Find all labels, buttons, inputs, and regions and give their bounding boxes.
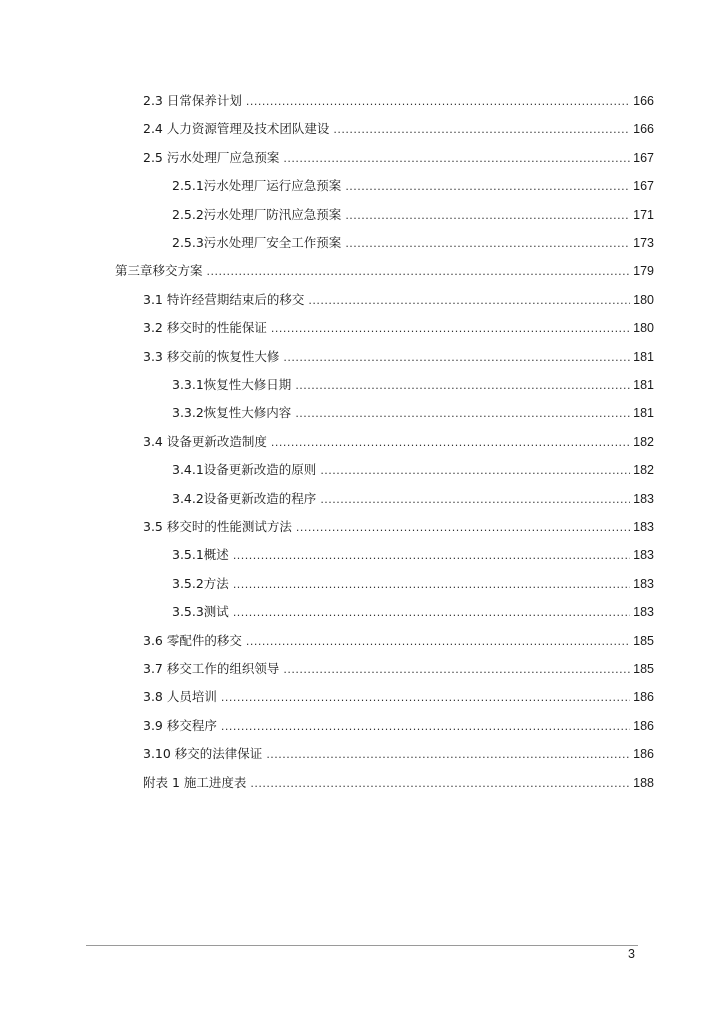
toc-entry-title: 3.4 设备更新改造制度 bbox=[143, 434, 267, 449]
toc-entry-page: 188 bbox=[633, 776, 654, 790]
toc-entry-title: 3.8 人员培训 bbox=[143, 689, 217, 704]
toc-entry-page: 186 bbox=[633, 690, 654, 704]
toc-entry bbox=[143, 519, 654, 536]
toc-entry-page: 179 bbox=[633, 264, 654, 278]
toc-entry bbox=[143, 661, 654, 678]
toc-entry-title: 3.4.2设备更新改造的程序 bbox=[172, 491, 317, 506]
toc-dot-leader bbox=[283, 151, 630, 167]
toc-entry-page: 185 bbox=[633, 634, 654, 648]
toc-dot-leader bbox=[308, 293, 630, 309]
toc-entry bbox=[143, 434, 654, 451]
footer-divider bbox=[86, 945, 638, 946]
toc-dot-leader bbox=[295, 406, 630, 422]
toc-entry bbox=[143, 633, 654, 650]
toc-entry-page: 183 bbox=[633, 548, 654, 562]
toc-entry bbox=[143, 718, 654, 735]
toc-entry bbox=[143, 689, 654, 706]
toc-entry bbox=[172, 491, 654, 508]
toc-entry-page: 186 bbox=[633, 747, 654, 761]
toc-entry-title: 附表 1 施工进度表 bbox=[143, 775, 247, 790]
toc-dot-leader bbox=[221, 719, 630, 735]
toc-entry bbox=[172, 377, 654, 394]
toc-entry-page: 182 bbox=[633, 435, 654, 449]
toc-entry bbox=[115, 263, 654, 280]
toc-entry-title: 3.3 移交前的恢复性大修 bbox=[143, 349, 280, 364]
toc-entry-page: 185 bbox=[633, 662, 654, 676]
toc-entry-page: 183 bbox=[633, 492, 654, 506]
toc-entry-title: 3.6 零配件的移交 bbox=[143, 633, 242, 648]
toc-entry-title: 2.5.2污水处理厂防汛应急预案 bbox=[172, 207, 342, 222]
toc-entry-title: 2.5 污水处理厂应急预案 bbox=[143, 150, 280, 165]
toc-dot-leader bbox=[207, 264, 631, 280]
toc-entry-title: 2.5.1污水处理厂运行应急预案 bbox=[172, 178, 342, 193]
toc-entry-title: 3.10 移交的法律保证 bbox=[143, 746, 263, 761]
toc-dot-leader bbox=[296, 520, 630, 536]
toc-dot-leader bbox=[233, 605, 630, 621]
toc-entry bbox=[143, 775, 654, 792]
toc-dot-leader bbox=[233, 577, 630, 593]
toc-entry bbox=[172, 547, 654, 564]
toc-entry bbox=[143, 121, 654, 138]
toc-entry-page: 181 bbox=[633, 406, 654, 420]
toc-entry-title: 3.5.2方法 bbox=[172, 576, 229, 591]
toc-entry-page: 166 bbox=[633, 122, 654, 136]
toc-entry bbox=[143, 320, 654, 337]
toc-dot-leader bbox=[221, 690, 630, 706]
toc-entry-title: 3.9 移交程序 bbox=[143, 718, 217, 733]
toc-entry bbox=[172, 178, 654, 195]
toc-entry-page: 180 bbox=[633, 293, 654, 307]
toc-entry-title: 3.7 移交工作的组织领导 bbox=[143, 661, 280, 676]
toc-dot-leader bbox=[246, 94, 630, 110]
page-number: 3 bbox=[628, 947, 635, 961]
toc-dot-leader bbox=[233, 548, 630, 564]
toc-dot-leader bbox=[266, 747, 630, 763]
toc-dot-leader bbox=[345, 208, 630, 224]
toc-entry-page: 171 bbox=[633, 208, 654, 222]
toc-entry-title: 3.4.1设备更新改造的原则 bbox=[172, 462, 317, 477]
toc-entry-page: 183 bbox=[633, 605, 654, 619]
toc-entry bbox=[172, 604, 654, 621]
toc-entry-title: 2.4 人力资源管理及技术团队建设 bbox=[143, 121, 330, 136]
toc-entry-title: 3.5.3测试 bbox=[172, 604, 229, 619]
toc-dot-leader bbox=[345, 179, 630, 195]
toc-dot-leader bbox=[283, 662, 630, 678]
toc-dot-leader bbox=[271, 435, 630, 451]
toc-entry-page: 183 bbox=[633, 520, 654, 534]
toc-entry-page: 181 bbox=[633, 350, 654, 364]
toc-dot-leader bbox=[246, 634, 630, 650]
toc-entry-title: 第三章移交方案 bbox=[115, 263, 203, 278]
toc-entry-title: 3.2 移交时的性能保证 bbox=[143, 320, 267, 335]
toc-entry-page: 183 bbox=[633, 577, 654, 591]
toc-entry-title: 2.5.3污水处理厂安全工作预案 bbox=[172, 235, 342, 250]
toc-dot-leader bbox=[250, 776, 630, 792]
toc-entry bbox=[172, 462, 654, 479]
toc-entry-page: 167 bbox=[633, 179, 654, 193]
toc-entry bbox=[143, 93, 654, 110]
toc-dot-leader bbox=[271, 321, 630, 337]
toc-entry-title: 3.5 移交时的性能测试方法 bbox=[143, 519, 292, 534]
toc-dot-leader bbox=[283, 350, 630, 366]
toc-entry bbox=[143, 349, 654, 366]
toc-entry bbox=[172, 207, 654, 224]
toc-entry-page: 181 bbox=[633, 378, 654, 392]
toc-dot-leader bbox=[345, 236, 630, 252]
toc-entry-title: 3.3.2恢复性大修内容 bbox=[172, 405, 292, 420]
toc-entry-title: 2.3 日常保养计划 bbox=[143, 93, 242, 108]
toc-entry bbox=[172, 576, 654, 593]
toc-entry-page: 173 bbox=[633, 236, 654, 250]
toc-entry bbox=[172, 405, 654, 422]
toc-entry-title: 3.3.1恢复性大修日期 bbox=[172, 377, 292, 392]
toc-entry-page: 166 bbox=[633, 94, 654, 108]
toc-entry bbox=[172, 235, 654, 252]
toc-entry-title: 3.5.1概述 bbox=[172, 547, 229, 562]
toc-dot-leader bbox=[333, 122, 630, 138]
toc-dot-leader bbox=[320, 492, 630, 508]
toc-entry bbox=[143, 746, 654, 763]
toc-entry-title: 3.1 特许经营期结束后的移交 bbox=[143, 292, 305, 307]
toc-entry-page: 167 bbox=[633, 151, 654, 165]
toc-dot-leader bbox=[295, 378, 630, 394]
toc-entry bbox=[143, 150, 654, 167]
toc-entry-page: 186 bbox=[633, 719, 654, 733]
toc-entry bbox=[143, 292, 654, 309]
toc-dot-leader bbox=[320, 463, 630, 479]
toc-entry-page: 182 bbox=[633, 463, 654, 477]
toc-entry-page: 180 bbox=[633, 321, 654, 335]
